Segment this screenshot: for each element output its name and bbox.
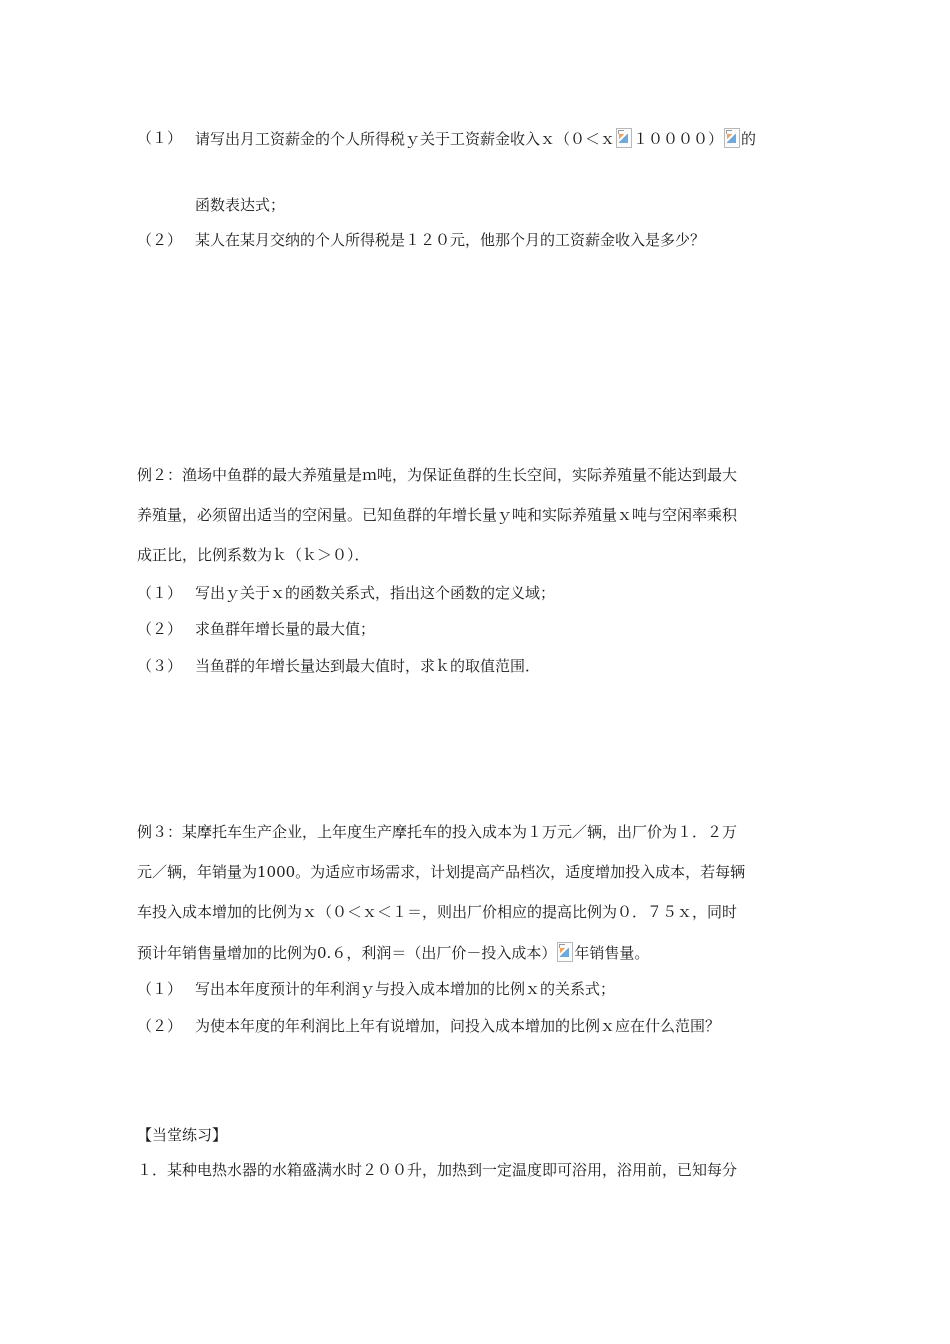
broken-image-icon [557,942,573,962]
question-number: （２） [137,231,183,249]
question-number: （２） [137,620,183,638]
example-3-line [137,942,649,963]
example-3-text-part: 预计年销售量增加的比例为0.６，利润＝（出厂价－投入成本） [137,944,557,962]
example-2-line: 养殖量，必须留出适当的空闲量。已知鱼群的年增长量ｙ吨和实际养殖量ｘ吨与空闲率乘积 [137,506,738,524]
example-3-line: 车投入成本增加的比例为ｘ（０＜ｘ＜１＝，则出厂价相应的提高比例为０．７５ｘ，同时 [137,903,738,921]
question-number: （１） [137,584,183,602]
question-number: （１） [137,980,183,998]
example-3-line: 元／辆，年销量为1000。为适应市场需求，计划提高产品档次，适度增加投入成本，若每辆 [137,863,746,881]
question-text-part: 的 [741,130,757,148]
question-text: 当鱼群的年增长量达到最大值时，求ｋ的取值范围． [195,657,541,675]
broken-image-icon [616,128,632,148]
question-text [195,128,756,149]
question-text: 写出本年度预计的年利润ｙ与投入成本增加的比例ｘ的关系式； [195,980,616,998]
broken-image-icon [724,128,740,148]
question-number: （２） [137,1017,183,1035]
example-3-text-part: 年销售量。 [574,944,650,962]
section-heading: 【当堂练习】 [137,1126,228,1144]
question-text: 写出ｙ关于ｘ的函数关系式，指出这个函数的定义域； [195,584,556,602]
question-number: （１） [137,129,183,147]
question-text: 为使本年度的年利润比上年有说增加，问投入成本增加的比例ｘ应在什么范围？ [195,1017,721,1035]
question-text: 求鱼群年增长量的最大值； [195,620,376,638]
example-3-line: 例３：某摩托车生产企业，上年度生产摩托车的投入成本为１万元／辆，出厂价为１．２万 [137,823,738,841]
example-2-line: 例２：渔场中鱼群的最大养殖量是ｍ吨，为保证鱼群的生长空间，实际养殖量不能达到最大 [137,466,738,484]
question-text-continued: 函数表达式； [195,196,286,214]
practice-line: １．某种电热水器的水箱盛满水时２００升，加热到一定温度即可浴用，浴用前，已知每分 [137,1161,738,1179]
question-number: （３） [137,657,183,675]
question-text-part: 请写出月工资薪金的个人所得税ｙ关于工资薪金收入ｘ（０＜ｘ [195,130,616,148]
question-text-part: １００００） [633,130,724,148]
question-text: 某人在某月交纳的个人所得税是１２０元，他那个月的工资薪金收入是多少？ [195,231,706,249]
example-2-line: 成正比，比例系数为ｋ（ｋ＞０）． [137,546,370,564]
